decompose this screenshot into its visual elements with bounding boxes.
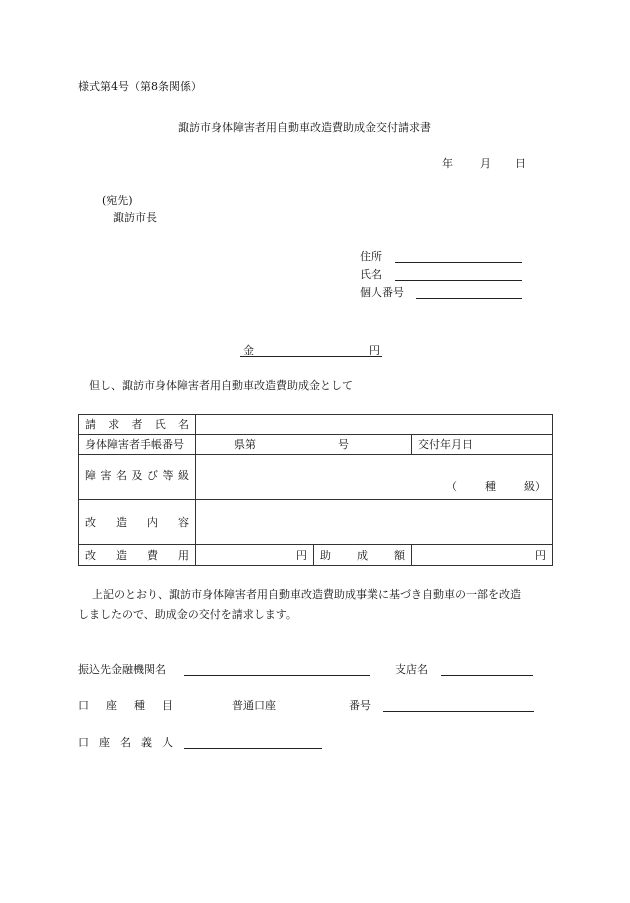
addressee-name: 諏訪市長: [113, 211, 157, 224]
statement-line-2: しましたので、助成金の交付を請求します。: [78, 608, 297, 621]
address-field[interactable]: [395, 262, 522, 263]
account-number-field[interactable]: [383, 711, 534, 712]
modification-cost-yen: 円: [296, 548, 307, 562]
form-number: 様式第4号（第8条関係）: [78, 80, 202, 93]
id-number-field[interactable]: [416, 298, 522, 299]
application-table: [78, 414, 553, 566]
page-title: 諏訪市身体障害者用自動車改造費助成金交付請求書: [178, 121, 431, 134]
grant-amount-field[interactable]: [412, 545, 553, 566]
date-day-label: 日: [515, 157, 526, 170]
disability-field[interactable]: [196, 455, 553, 500]
handbook-number-field[interactable]: [196, 435, 412, 455]
disability-label: 障 害 名 及 び 等 級: [79, 455, 196, 500]
branch-field[interactable]: [441, 675, 533, 676]
modification-content-field[interactable]: [196, 500, 553, 545]
bank-institution-field[interactable]: [184, 675, 370, 676]
statement-line-1: 上記のとおり、諏訪市身体障害者用自動車改造費助成事業に基づき自動車の一部を改造: [92, 588, 521, 601]
account-holder-label: 口 座 名 義 人: [78, 736, 173, 749]
handbook-number-label: 身体障害者手帳番号: [79, 435, 196, 455]
modification-cost-field[interactable]: [196, 545, 314, 566]
issue-date-label: 交付年月日: [418, 438, 473, 451]
issue-date-field[interactable]: [412, 435, 553, 455]
name-field[interactable]: [395, 280, 522, 281]
class-kind-label: 種: [485, 480, 497, 493]
account-type-label: 口 座 種 目: [78, 699, 173, 712]
date-month-label: 月: [480, 157, 491, 170]
name-label: 氏名: [360, 268, 382, 281]
date-year-label: 年: [442, 157, 453, 170]
modification-content-label: 改 造 内 容: [79, 500, 196, 545]
addressee-note: (宛先): [102, 194, 133, 207]
amount-field[interactable]: [240, 356, 382, 357]
number-suffix-label: 号: [338, 438, 349, 451]
class-grade-label: 級）: [524, 480, 547, 493]
account-number-label: 番号: [349, 699, 371, 712]
modification-cost-label: 改 造 費 用: [79, 545, 196, 566]
purpose-text: 但し、諏訪市身体障害者用自動車改造費助成金として: [89, 379, 353, 392]
bank-institution-label: 振込先金融機関名: [78, 663, 166, 676]
account-type-value: 普通口座: [232, 699, 276, 712]
prefecture-label: 県第: [234, 438, 256, 451]
requester-name-field[interactable]: [196, 415, 553, 435]
class-open: （: [446, 480, 458, 493]
grant-amount-yen: 円: [535, 548, 547, 562]
amount-kin-label: 金: [243, 344, 254, 357]
branch-label: 支店名: [395, 663, 428, 676]
account-holder-field[interactable]: [184, 748, 322, 749]
requester-name-label: 請 求 者 氏 名: [79, 415, 196, 435]
id-number-label: 個人番号: [360, 286, 404, 299]
address-label: 住所: [360, 250, 382, 263]
grant-amount-label: 助 成 額: [314, 545, 412, 566]
amount-yen-label: 円: [369, 344, 380, 357]
